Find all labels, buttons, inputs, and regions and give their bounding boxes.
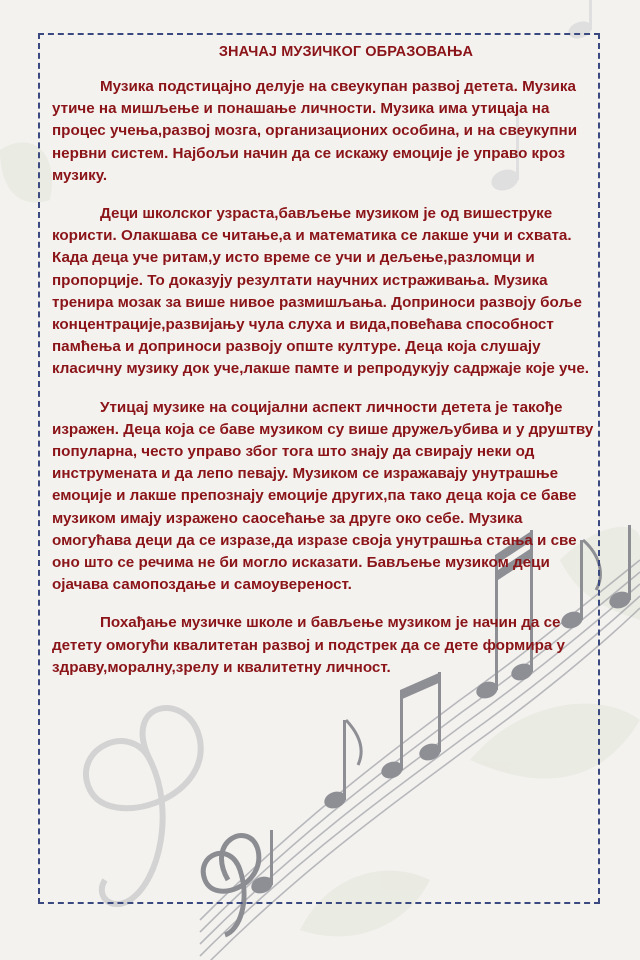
paragraph-1: Музика подстицајно делује на свеукупан развој детета. Музика утиче на мишљење и понашање личности. Музика има утицаја на процес учења,развој мозга, организационих особина, и на свеукупни нервни систем. Најбољи начин да се искажу емоције је управо кроз музику. <box>52 78 578 184</box>
document-title: ЗНАЧАЈ МУЗИЧКОГ ОБРАЗОВАЊА <box>218 44 474 60</box>
document-content <box>52 44 600 695</box>
paragraph-3: Утицај музике на социјални аспект личности детета је такође изражен. Деца која се баве музиком су више дружељубива и у друштву популарна, често управо због тога што знају да свирају неки од инструмената и да лепо певају. Музиком се изражавају унутрашње емоције и лакше препознају емоције других,па тако деца која се баве музиком имају изражено саосећање за друге око себе. Музика омогућава деци да се изразе,да изразе своја унутрашња стања и све оно што се речима не би могло исказати. Бављење музиком деци ојачава самопоздање и самоувереност. <box>52 398 594 594</box>
paragraph-4: Похађање музичке школе и бављење музиком је начин да се детету омогући квалитетан развој и подстрек да се дете формира у здраву,моралну,зрелу и квалитетну личност. <box>52 614 565 676</box>
paragraph-2: Деци школског узраста,бављење музиком је од вишеструке користи. Олакшава се читање,а и математика се лакше учи и схвата. Када деца уче ритам,у исто време се учи и дељење,разломци и пропорције. То доказују резултати научних истраживања. Музика тренира мозак за више нивое размишљања. Доприноси развоју боље концентрације,развијању чула слуха и вида,повећава способност памћења и доприноси развоју опште културе. Деца која слушају класичну музику док уче,лакше памте и репродукују садржаје које уче. <box>52 205 589 378</box>
